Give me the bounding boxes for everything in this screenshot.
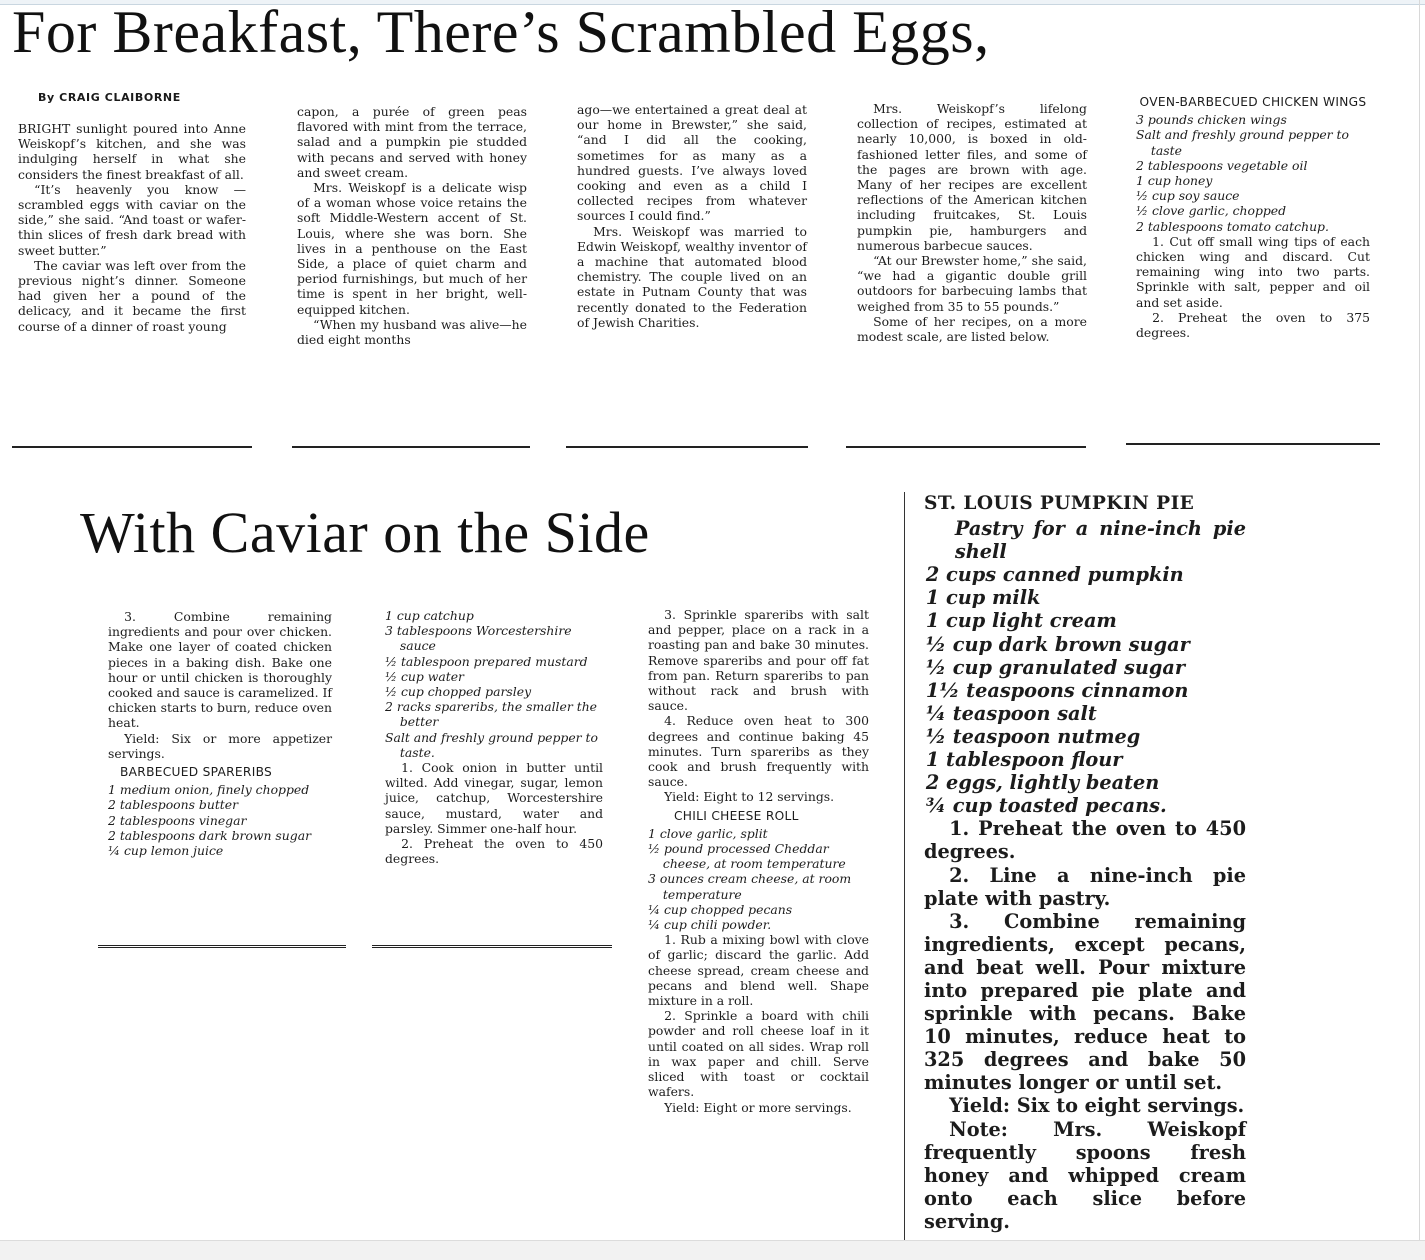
article-column-2 bbox=[297, 104, 527, 347]
ingredient: 1 cup light cream bbox=[925, 609, 1117, 633]
ingredient: ½ cup chopped parsley bbox=[385, 684, 532, 700]
recipe-step: 2. Line a nine-inch pie plate with pastry. bbox=[924, 863, 1246, 910]
recipe-step: 1. Rub a mixing bowl with clove of garlic; discard the garlic. Add cheese spread, cream cheese and pecans and blend well. Shape mixture in a roll. bbox=[648, 932, 869, 1009]
ingredient: ¼ cup chopped pecans bbox=[648, 901, 793, 917]
recipe-step: 4. Reduce oven heat to 300 degrees and continue baking 45 minutes. Turn spareribs as they cook and brush frequently with sauce. bbox=[648, 713, 869, 790]
ingredient: ¼ cup lemon juice bbox=[108, 843, 224, 859]
ingredient: 1 cup catchup bbox=[385, 608, 474, 623]
recipe-title: ST. LOUIS PUMPKIN PIE bbox=[924, 493, 1195, 514]
ingredient: 2 tablespoons vinegar bbox=[108, 812, 247, 828]
article-column-1 bbox=[18, 121, 246, 334]
ingredient: ½ tablespoon prepared mustard bbox=[385, 653, 588, 669]
ingredient: ¼ teaspoon salt bbox=[925, 701, 1097, 725]
ingredient: ¾ cup toasted pecans. bbox=[925, 794, 1167, 818]
ingredient: ½ cup water bbox=[385, 668, 464, 684]
ingredient: 1 tablespoon flour bbox=[925, 748, 1123, 772]
recipe-note: Note: Mrs. Weiskopf frequently spoons fresh honey and whipped cream onto each slice before serving. bbox=[924, 1117, 1246, 1233]
article-paragraph: Some of her recipes, on a more modest scale, are listed below. bbox=[857, 313, 1087, 345]
ingredient: 3 tablespoons Worcestershire sauce bbox=[385, 623, 572, 654]
ingredient: 1 medium onion, finely chopped bbox=[108, 782, 310, 798]
ingredient: ¼ cup chili powder. bbox=[648, 917, 772, 933]
recipe-step: 2. Preheat the oven to 375 degrees. bbox=[1136, 309, 1370, 341]
article-paragraph: ago—we entertained a great deal at our home in Brewster,” she said, “and I did all the cooking, sometimes for as many as a hundred guests. I’ve always loved cooking and even as a child I collected recipes from whatever sources I could find.” bbox=[577, 102, 807, 224]
recipe-yield: Yield: Six or more appetizer servings. bbox=[108, 730, 332, 761]
ingredient: ½ teaspoon nutmeg bbox=[925, 724, 1141, 748]
ingredient: ½ cup dark brown sugar bbox=[925, 632, 1190, 656]
recipe-title: OVEN-BARBECUED CHICKEN WINGS bbox=[1139, 95, 1367, 109]
window-bottom-edge bbox=[0, 1240, 1425, 1260]
headline-top: For Breakfast, There’s Scrambled Eggs, bbox=[12, 0, 990, 65]
article-paragraph: BRIGHT sunlight poured into Anne Weiskopf’s kitchen, and she was indulging herself in what she considers the finest breakfast of all. bbox=[18, 121, 246, 182]
article-column-4 bbox=[857, 101, 1087, 344]
ingredient: 2 tablespoons dark brown sugar bbox=[108, 827, 312, 843]
pastry-note: Pastry for a nine-inch pie shell bbox=[954, 517, 1246, 564]
ingredient: 1 cup milk bbox=[925, 586, 1041, 610]
recipe-step: 3. Combine remaining ingredients and pour over chicken. Make one layer of coated chicken pieces in a baking dish. Bake one hour or until chicken is thoroughly cooked and sauce is caramelized. If chicken starts to burn, reduce oven heat. bbox=[108, 609, 332, 731]
recipe-step: 3. Combine remaining ingredients, except pecans, and beat well. Pour mixture into prepared pie plate and sprinkle with pecans. Bake 10 minutes, reduce heat to 325 degrees and bake 50 minutes longer or until set. bbox=[924, 909, 1246, 1095]
byline: By CRAIG CLAIBORNE bbox=[38, 91, 181, 104]
ingredient: 2 tablespoons butter bbox=[108, 797, 239, 813]
column-rule bbox=[1126, 443, 1380, 445]
column-rule bbox=[12, 446, 252, 448]
recipe-title: CHILI CHEESE ROLL bbox=[674, 808, 799, 823]
article-paragraph: capon, a purée of green peas flavored with mint from the terrace, salad and a pumpkin pie studded with pecans and served with honey and sweet cream. bbox=[297, 104, 527, 180]
recipe-yield: Yield: Eight or more servings. bbox=[664, 1099, 852, 1115]
column-rule bbox=[98, 945, 346, 948]
recipe-pumpkin-pie bbox=[924, 492, 1246, 1233]
recipe-continued-column-2 bbox=[385, 608, 603, 866]
column-rule bbox=[292, 446, 530, 448]
article-paragraph: “At our Brewster home,” she said, “we had a gigantic double grill outdoors for barbecuing lambs that weighed from 35 to 55 pounds.” bbox=[857, 253, 1087, 314]
recipe-step: 3. Sprinkle spareribs with salt and pepper, place on a rack in a roasting pan and bake 30 minutes. Remove spareribs and pour off fat from pan. Return spareribs to pan without rack and brush with sauce. bbox=[648, 607, 869, 714]
ingredient-list bbox=[385, 608, 603, 760]
recipe-continued-column-1 bbox=[108, 609, 332, 858]
column-rule bbox=[566, 446, 808, 448]
ingredient: 3 ounces cream cheese, at room temperature bbox=[648, 871, 852, 902]
ingredient: 2 tablespoons vegetable oil bbox=[1136, 157, 1308, 173]
recipe-title: BARBECUED SPARERIBS bbox=[120, 765, 273, 780]
column-rule bbox=[846, 446, 1086, 448]
article-column-3 bbox=[577, 102, 807, 330]
ingredient: Salt and freshly ground pepper to taste. bbox=[385, 729, 598, 760]
ingredient: 2 eggs, lightly beaten bbox=[925, 771, 1160, 795]
ingredient: 2 tablespoons tomato catchup. bbox=[1136, 218, 1329, 234]
recipe-step: 1. Cut off small wing tips of each chicken wing and discard. Cut remaining wing into two parts. Sprinkle with salt, pepper and oil and set aside. bbox=[1136, 233, 1370, 310]
ingredient: 1½ teaspoons cinnamon bbox=[925, 678, 1189, 702]
column-rule bbox=[372, 945, 612, 948]
ingredient: ½ pound processed Cheddar cheese, at room temperature bbox=[648, 841, 846, 872]
recipe-step: 1. Cook onion in butter until wilted. Add vinegar, sugar, lemon juice, catchup, Worcestershire sauce, mustard, water and parsley. Simmer one-half hour. bbox=[385, 760, 603, 836]
ingredient: ½ cup granulated sugar bbox=[925, 655, 1186, 679]
ingredient: 3 pounds chicken wings bbox=[1136, 112, 1287, 128]
ingredient: 2 racks spareribs, the smaller the better bbox=[385, 699, 598, 730]
recipe-step: 1. Preheat the oven to 450 degrees. bbox=[924, 817, 1246, 864]
article-paragraph: Mrs. Weiskopf is a delicate wisp of a woman whose voice retains the soft Middle-Western accent of St. Louis, where she was born. She lives in a penthouse on the East Side, a place of quiet charm and period furnishings, but much of her time is spent in her bright, well-equipped kitchen. bbox=[297, 180, 527, 317]
ingredient-list bbox=[648, 826, 869, 932]
ingredient-list bbox=[1136, 112, 1370, 234]
article-paragraph: “When my husband was alive—he died eight months bbox=[297, 316, 527, 348]
article-paragraph: The caviar was left over from the previous night’s dinner. Someone had given her a pound of the delicacy, and it became the first course of a dinner of roast young bbox=[18, 257, 246, 334]
ingredient: 2 cups canned pumpkin bbox=[925, 563, 1184, 587]
recipe-continued-column-3 bbox=[648, 607, 869, 1115]
headline-bottom: With Caviar on the Side bbox=[80, 500, 650, 565]
ingredient: 1 cup honey bbox=[1136, 173, 1213, 189]
article-paragraph: “It’s heavenly you know —scrambled eggs with caviar on the side,” she said. “And toast or wafer-thin slices of fresh dark bread with sweet butter.” bbox=[18, 181, 246, 258]
ingredient: Salt and freshly ground pepper to taste bbox=[1136, 127, 1349, 158]
ingredient: ½ cup soy sauce bbox=[1136, 188, 1240, 204]
recipe-yield: Yield: Six to eight servings. bbox=[949, 1094, 1245, 1118]
article-paragraph: Mrs. Weiskopf’s lifelong collection of recipes, estimated at nearly 10,000, is boxed in old-fashioned letter files, and some of the pages are brown with age. Many of her recipes are excellent reflections of the American kitchen including fruitcakes, St. Louis pumpkin pie, hamburgers and numerous barbecue sauces. bbox=[857, 101, 1087, 253]
recipe-step: 2. Sprinkle a board with chili powder and roll cheese loaf in it until coated on all sides. Wrap roll in wax paper and chill. Serve sliced with toast or cocktail wafers. bbox=[648, 1008, 869, 1100]
column-divider bbox=[904, 492, 905, 1240]
recipe-step: 2. Preheat the oven to 450 degrees. bbox=[385, 836, 603, 867]
recipe-chicken-wings bbox=[1136, 95, 1370, 340]
page-right-border bbox=[1419, 0, 1420, 1240]
recipe-yield: Yield: Eight to 12 servings. bbox=[664, 789, 835, 805]
article-paragraph: Mrs. Weiskopf was married to Edwin Weiskopf, wealthy inventor of a machine that automated blood chemistry. The couple lived on an estate in Putnam County that was recently donated to the Federation of Jewish Charities. bbox=[577, 223, 807, 330]
ingredient: ½ clove garlic, chopped bbox=[1136, 203, 1287, 219]
ingredient: 1 clove garlic, split bbox=[648, 825, 768, 841]
ingredient-list bbox=[108, 782, 332, 858]
ingredient-list bbox=[924, 563, 1246, 817]
